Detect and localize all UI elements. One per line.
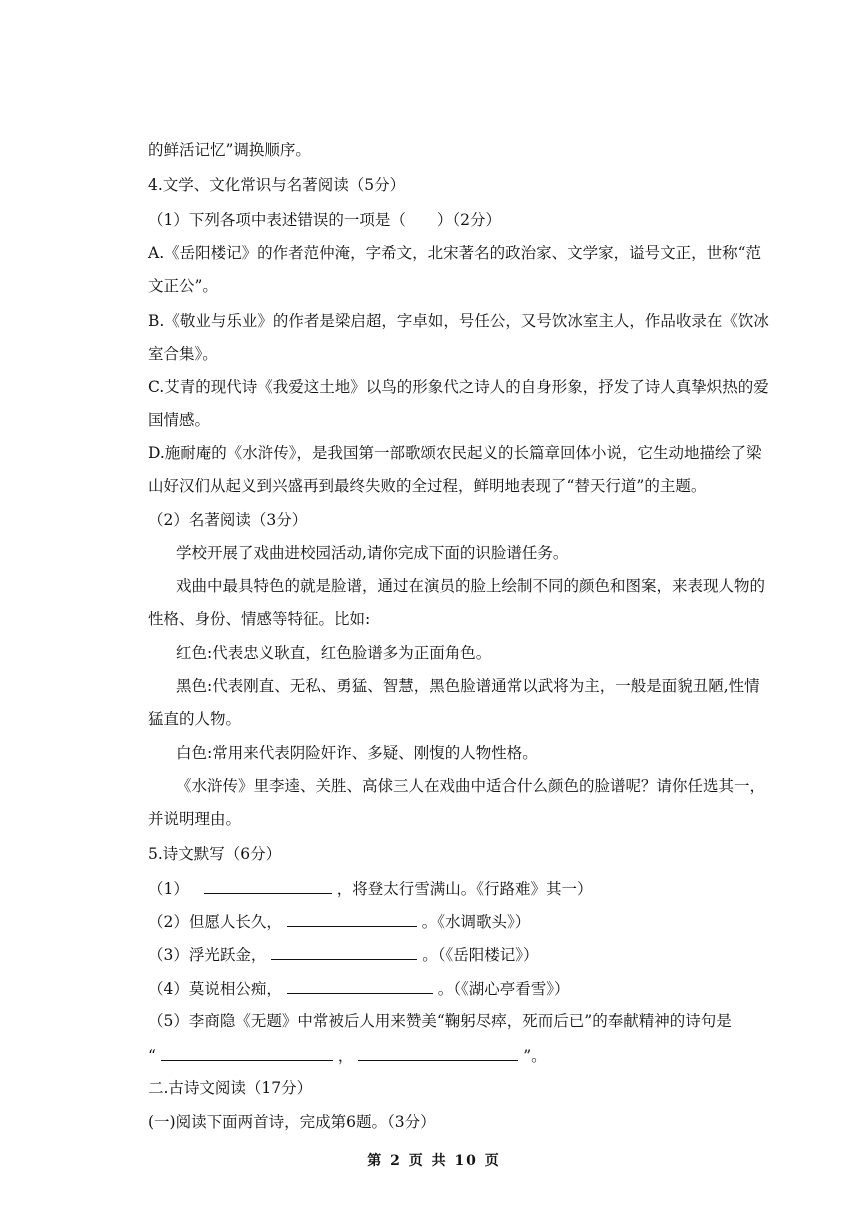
question-4-title: 4.文学、文化常识与名著阅读（5分） [148,176,406,194]
black-mask-desc-line1: 黑色:代表刚直、无私、勇猛、智慧，黑色脸谱通常以武将为主，一般是面貌丑陋,性情 [176,677,760,695]
mask-question-line1: 《水浒传》里李逵、关胜、高俅三人在戏曲中适合什么颜色的脸谱呢？请你任选其一， [176,777,766,795]
dictation-2 [148,910,728,932]
dictation-5-answer [148,1044,728,1066]
question-5-title: 5.诗文默写（6分） [148,845,282,863]
option-b-line1: B.《敬业与乐业》的作者是梁启超，字卓如，号任公，又号饮冰室主人，作品收录在《饮冰 [148,312,769,330]
dictation-2-suffix: 。《水调歌头》） [421,913,531,931]
option-a-line1: A.《岳阳楼记》的作者范仲淹，字希文，北宋著名的政治家、文学家，谥号文正，世称“范 [148,244,762,262]
option-c-line2: 国情感。 [148,411,211,429]
option-a-line2: 文正公”。 [148,277,218,295]
dictation-3-suffix: 。（《岳阳楼记》） [422,946,539,964]
dictation-1 [148,877,728,899]
dictation-4 [148,977,728,999]
close-quote: ”。 [523,1047,547,1065]
dictation-3 [148,943,728,965]
dictation-4-prefix: （4）莫说相公痴， [148,980,282,998]
dictation-3-prefix: （3）浮光跃金， [148,946,267,964]
reading-para1-line2: 性格、身份、情感等特征。比如: [148,610,371,628]
question-4-1: （1）下列各项中表述错误的一项是（ ）（2分） [148,211,501,229]
answer-blank-5a[interactable] [161,1044,333,1061]
red-mask-desc: 红色:代表忠义耿直，红色脸谱多为正面角色。 [176,644,492,662]
option-c-line1: C.艾青的现代诗《我爱这土地》以鸟的形象代之诗人的自身形象，抒发了诗人真挚炽热的爱 [148,378,769,396]
comma-separator: ， [337,1047,354,1065]
question-4-2: （2）名著阅读（3分） [148,511,308,529]
open-quote: “ [148,1047,156,1065]
answer-blank-5b[interactable] [358,1044,518,1061]
answer-blank-4[interactable] [287,977,433,994]
black-mask-desc-line2: 猛直的人物。 [148,710,242,728]
mask-question-line2: 并说明理由。 [148,810,242,828]
option-d-line2: 山好汉们从起义到兴盛再到最终失败的全过程，鲜明地表现了“替天行道”的主题。 [148,477,707,495]
option-b-line2: 室合集》。 [148,345,218,363]
reading-intro: 学校开展了戏曲进校园活动,请你完成下面的识脸谱任务。 [176,544,569,562]
dictation-5: （5）李商隐《无题》中常被后人用来赞美“鞠躬尽瘁，死而后已”的奉献精神的诗句是 [148,1012,732,1030]
answer-blank-3[interactable] [271,943,417,960]
reading-para1-line1: 戏曲中最具特色的就是脸谱，通过在演员的脸上绘制不同的颜色和图案，来表现人物的 [176,577,766,595]
dictation-1-prefix: （1） [148,880,189,898]
dictation-1-suffix: ，将登太行雪满山。《行路难》其一） [336,880,593,898]
text-line: 的鲜活记忆”调换顺序。 [148,141,311,159]
page-footer: 第 2 页 共 10 页 [367,1153,501,1169]
answer-blank-1[interactable] [204,877,332,894]
white-mask-desc: 白色:常用来代表阴险奸诈、多疑、刚愎的人物性格。 [176,744,538,762]
dictation-4-suffix: 。（《湖心亭看雪》） [437,980,570,998]
option-d-line1: D.施耐庵的《水浒传》，是我国第一部歌颂农民起义的长篇章回体小说，它生动地描绘了梁 [148,444,762,462]
section-2-title: 二.古诗文阅读（17分） [148,1079,313,1097]
section-2-sub: (一)阅读下面两首诗，完成第6题。（3分） [148,1113,436,1131]
answer-blank-2[interactable] [287,910,417,927]
dictation-2-prefix: （2）但愿人长久， [148,913,282,931]
